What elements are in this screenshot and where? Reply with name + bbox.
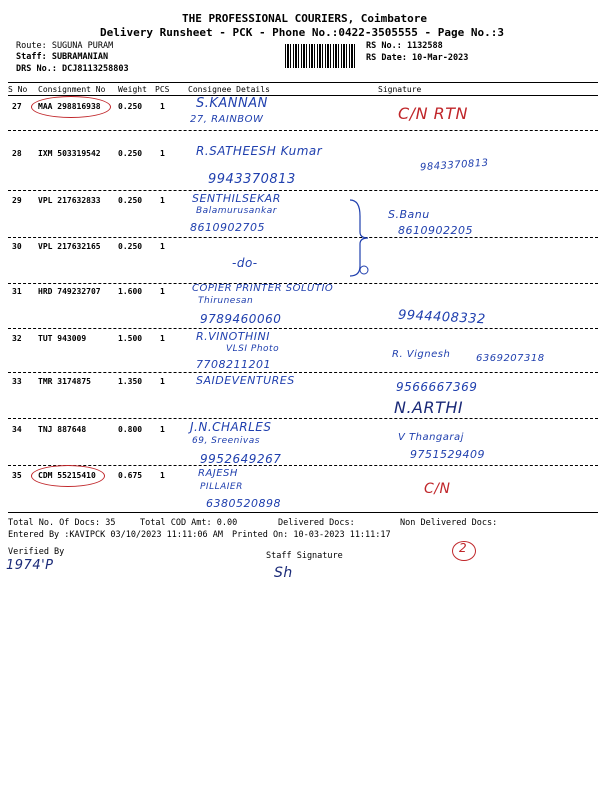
row-consignment: VPL 217632165: [38, 242, 101, 251]
consignee-handwriting: J.N.CHARLES: [190, 420, 272, 434]
table-top-border: [8, 82, 598, 83]
row-sno: 31: [12, 287, 22, 296]
row-weight: 1.350: [118, 377, 143, 386]
circle-annotation: [31, 465, 105, 487]
barcode-image: [285, 44, 357, 68]
col-sno: S No: [8, 85, 28, 94]
total-docs: Total No. Of Docs: 35: [8, 518, 116, 528]
staff-signature: Sh: [274, 565, 293, 581]
row-pcs: 1: [160, 471, 165, 480]
consignee-handwriting: -do-: [232, 256, 258, 270]
consignee-handwriting: Balamurusankar: [196, 206, 277, 216]
row-weight: 0.250: [118, 149, 143, 158]
signature-handwriting: S.Banu: [388, 208, 430, 221]
col-weight: Weight: [118, 85, 147, 94]
signature-handwriting: 6369207318: [476, 353, 545, 364]
signature-handwriting: 9944408332: [397, 307, 487, 328]
row-divider: [8, 372, 598, 373]
row-weight: 1.600: [118, 287, 143, 296]
consignee-handwriting: SENTHILSEKAR: [192, 192, 281, 205]
table-header-border: [8, 95, 598, 96]
row-weight: 0.250: [118, 242, 143, 251]
total-cod: Total COD Amt: 0.00: [140, 518, 238, 528]
row-weight: 1.500: [118, 334, 143, 343]
row-sno: 35: [12, 471, 22, 480]
row-divider: [8, 130, 598, 131]
staff-label: Staff: SUBRAMANIAN: [16, 52, 109, 62]
signature-handwriting: 9751529409: [410, 448, 485, 461]
row-consignment: TUT 943009: [38, 334, 87, 343]
rs-date: RS Date: 10-Mar-2023: [366, 53, 469, 63]
consignee-handwriting: 27, RAINBOW: [190, 114, 264, 125]
col-pcs: PCS: [155, 85, 170, 94]
row-divider: [8, 190, 598, 191]
consignee-handwriting: 9789460060: [200, 312, 282, 326]
row-weight: 0.800: [118, 425, 143, 434]
row-divider: [8, 237, 598, 238]
printed-on: Printed On: 10-03-2023 11:11:17: [232, 530, 391, 540]
consignee-handwriting: R.SATHEESH Kumar: [196, 144, 323, 158]
row-consignment: VPL 217632833: [38, 196, 101, 205]
signature-handwriting: C/N: [424, 481, 451, 497]
staff-signature-label: Staff Signature: [266, 551, 343, 561]
row-sno: 29: [12, 196, 22, 205]
row-consignment: IXM 503319542: [38, 149, 101, 158]
circle-annotation: [31, 96, 111, 118]
signature-handwriting: R. Vignesh: [392, 349, 451, 360]
row-consignment: MAA 298816938: [38, 102, 101, 111]
rs-number: RS No.: 1132588: [366, 41, 443, 51]
row-sno: 34: [12, 425, 22, 434]
drs-number: DRS No.: DCJ8113258803: [16, 64, 129, 74]
row-consignment: HRD 749232707: [38, 287, 101, 296]
consignee-handwriting: RAJESH: [198, 468, 238, 479]
consignee-handwriting: VLSI Photo: [226, 344, 280, 354]
consignee-handwriting: Thirunesan: [198, 296, 254, 306]
brace-annotation: [346, 196, 376, 280]
row-pcs: 1: [160, 102, 165, 111]
route-label: Route: SUGUNA PURAM: [16, 41, 114, 51]
verified-signature: 1974'P: [6, 558, 54, 573]
row-divider: [8, 328, 598, 329]
consignee-handwriting: R.VINOTHINI: [196, 330, 271, 343]
non-delivered-docs: Non Delivered Docs:: [400, 518, 498, 528]
row-sno: 28: [12, 149, 22, 158]
signature-handwriting: C/N RTN: [398, 104, 468, 123]
signature-handwriting: 9566667369: [396, 380, 478, 394]
consignee-handwriting: 6380520898: [206, 497, 281, 510]
row-pcs: 1: [160, 149, 165, 158]
consignee-handwriting: 69, Sreenivas: [192, 436, 260, 446]
consignee-handwriting: 7708211201: [196, 358, 271, 371]
signature-handwriting: 9843370813: [419, 157, 489, 174]
row-weight: 0.250: [118, 102, 143, 111]
col-consignee: Consignee Details: [188, 85, 270, 94]
row-pcs: 1: [160, 334, 165, 343]
company-name: THE PROFESSIONAL COURIERS, Coimbatore: [182, 12, 428, 25]
row-consignment: TNJ 887648: [38, 425, 87, 434]
consignee-handwriting: 9943370813: [208, 172, 296, 187]
row-weight: 0.675: [118, 471, 143, 480]
row-divider: [8, 418, 598, 419]
consignee-handwriting: 8610902705: [190, 221, 265, 234]
row-sno: 32: [12, 334, 22, 343]
consignee-handwriting: PILLAIER: [200, 482, 243, 492]
row-sno: 33: [12, 377, 22, 386]
page-mark: 2: [459, 541, 468, 555]
consignee-handwriting: 9952649267: [200, 452, 282, 466]
row-pcs: 1: [160, 425, 165, 434]
row-consignment: TMR 3174875: [38, 377, 91, 386]
signature-handwriting: V Thangaraj: [398, 432, 464, 443]
consignee-handwriting: S.KANNAN: [196, 96, 268, 111]
row-pcs: 1: [160, 196, 165, 205]
signature-handwriting: N.ARTHI: [394, 398, 464, 417]
row-pcs: 1: [160, 242, 165, 251]
verified-by: Verified By: [8, 547, 65, 557]
entered-by: Entered By :KAVIPCK 03/10/2023 11:11:06 AM: [8, 530, 223, 540]
col-consignment: Consignment No: [38, 85, 106, 94]
col-signature: Signature: [378, 85, 422, 94]
consignee-handwriting: COPIER PRINTER SOLUTIO: [192, 283, 334, 294]
row-sno: 30: [12, 242, 22, 251]
consignee-handwriting: SAIDEVENTURES: [196, 374, 295, 387]
row-pcs: 1: [160, 287, 165, 296]
table-bottom-border: [8, 512, 598, 513]
runsheet-title: Delivery Runsheet - PCK - Phone No.:0422-3505555 - Page No.:3: [100, 26, 504, 39]
delivered-docs: Delivered Docs:: [278, 518, 355, 528]
row-divider: [8, 465, 598, 466]
signature-handwriting: 8610902205: [398, 224, 473, 237]
row-sno: 27: [12, 102, 22, 111]
row-pcs: 1: [160, 377, 165, 386]
row-consignment: CDM 55215410: [38, 471, 96, 480]
row-weight: 0.250: [118, 196, 143, 205]
